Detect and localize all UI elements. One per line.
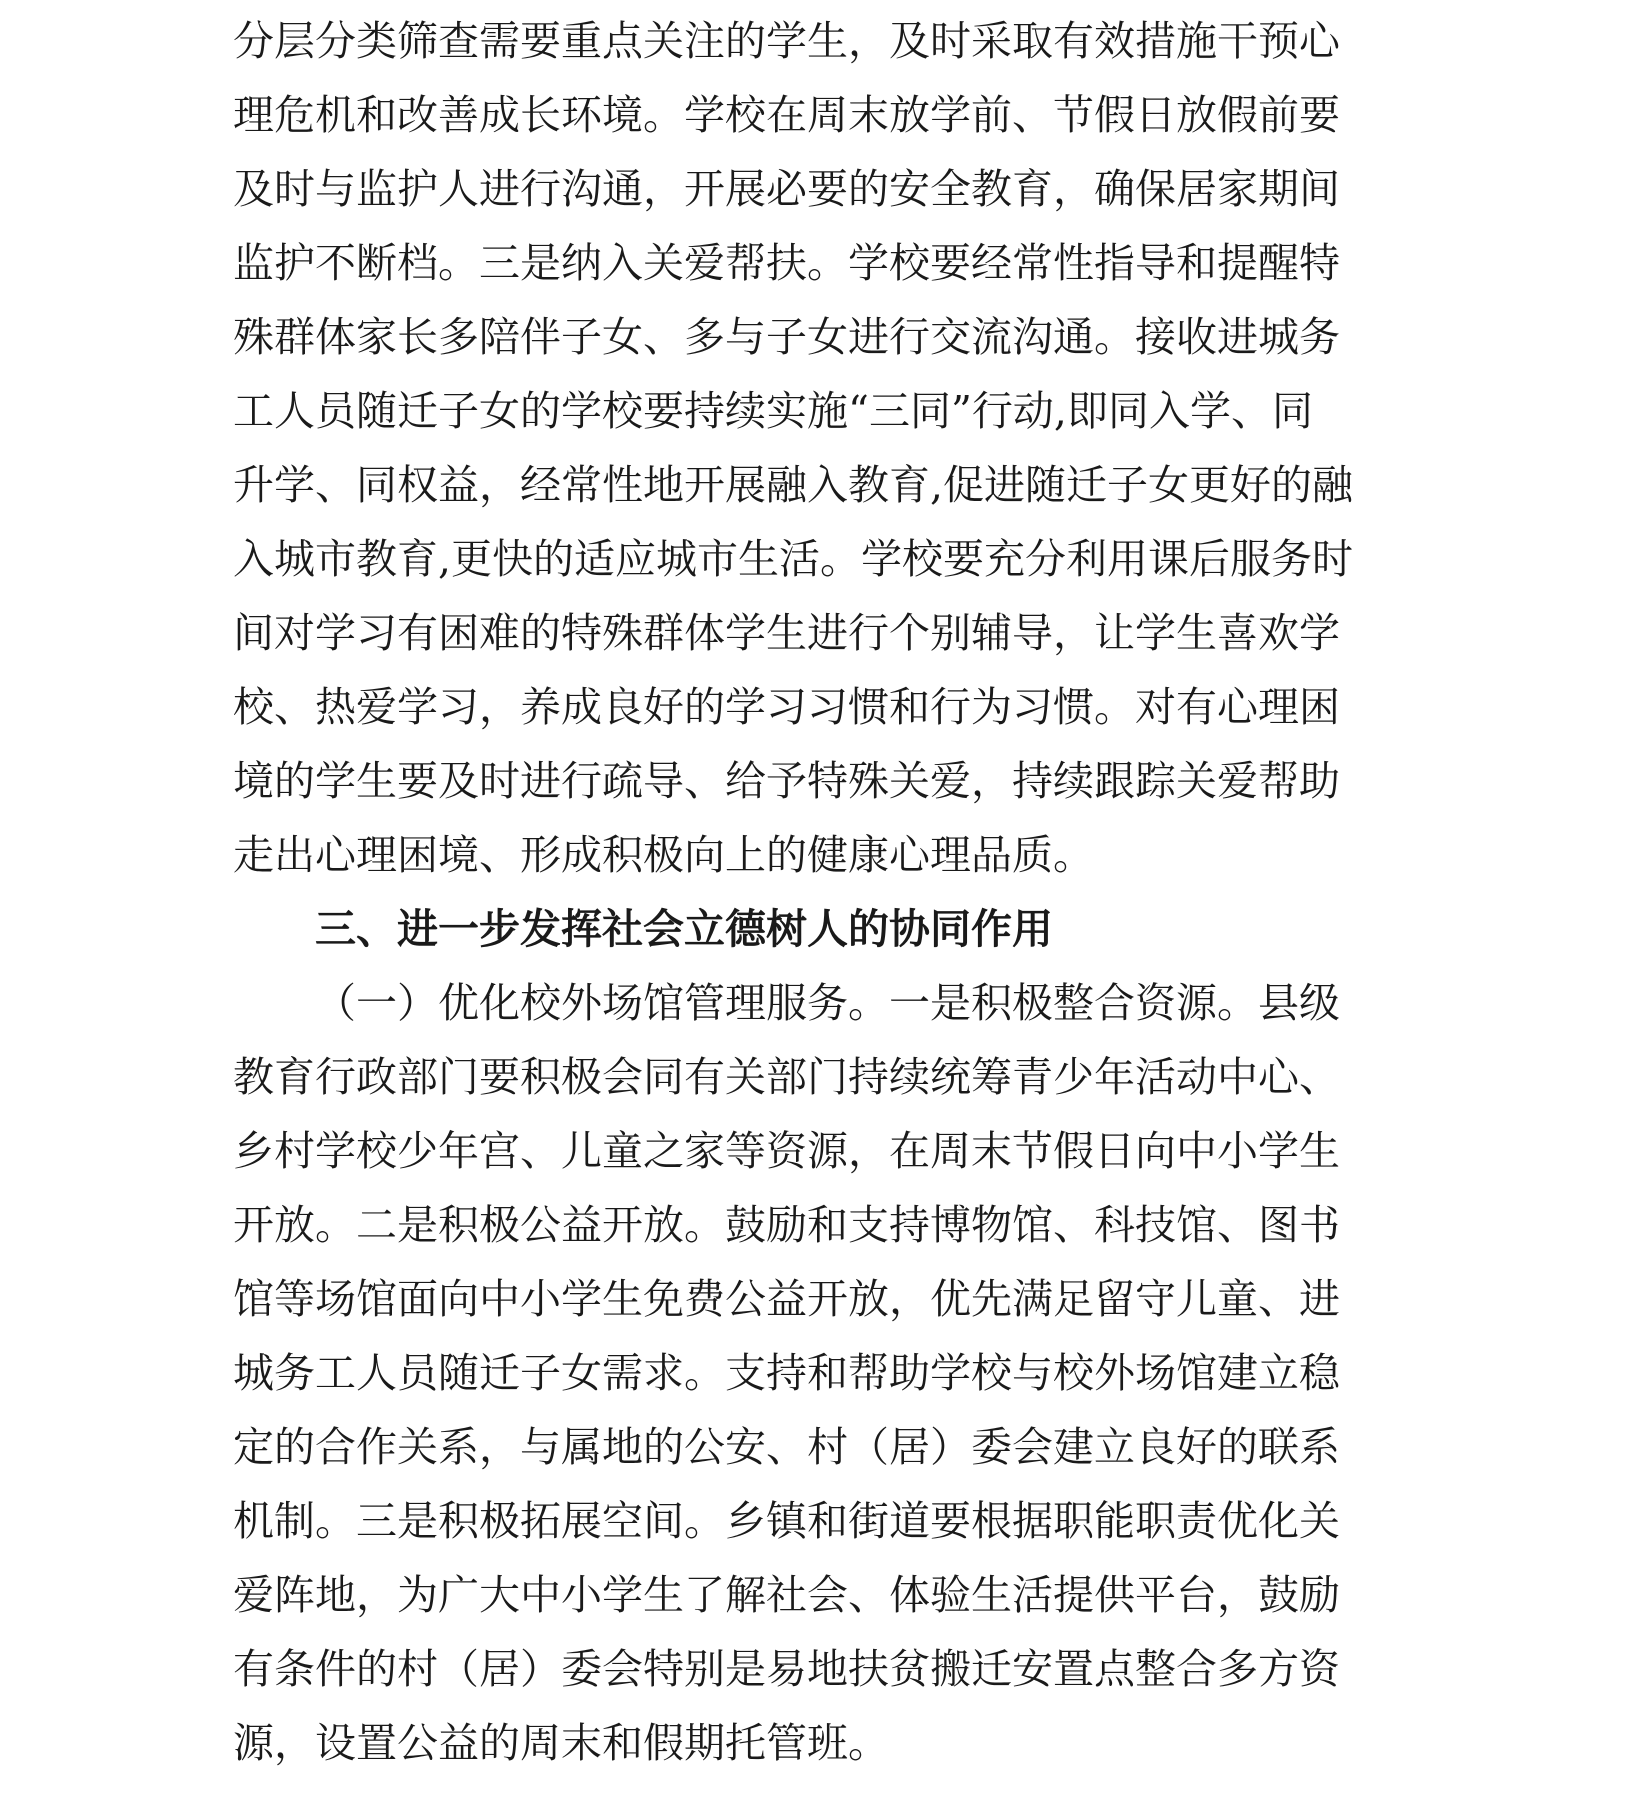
body-line: 机制。三是积极拓展空间。乡镇和街道要根据职能职责优化关 [233,1497,1340,1545]
body-line: 升学、同权益，经常性地开展融入教育,促进随迁子女更好的融 [233,461,1354,509]
body-line: 入城市教育,更快的适应城市生活。学校要充分利用课后服务时 [233,535,1354,583]
body-line: 馆等场馆面向中小学生免费公益开放，优先满足留守儿童、进 [233,1275,1340,1323]
body-line: 城务工人员随迁子女需求。支持和帮助学校与校外场馆建立稳 [233,1349,1340,1397]
section-heading: 三、进一步发挥社会立德树人的协同作用 [315,905,1053,953]
body-line: 走出心理困境、形成积极向上的健康心理品质。 [233,831,1094,879]
body-line: 开放。二是积极公益开放。鼓励和支持博物馆、科技馆、图书 [233,1201,1340,1249]
body-line: 境的学生要及时进行疏导、给予特殊关爱，持续跟踪关爱帮助 [233,757,1340,805]
body-line: 监护不断档。三是纳入关爱帮扶。学校要经常性指导和提醒特 [233,239,1340,287]
body-line: 理危机和改善成长环境。学校在周末放学前、节假日放假前要 [233,91,1340,139]
body-line: 殊群体家长多陪伴子女、多与子女进行交流沟通。接收进城务 [233,313,1340,361]
body-line: 乡村学校少年宫、儿童之家等资源，在周末节假日向中小学生 [233,1127,1340,1175]
body-line: 爱阵地，为广大中小学生了解社会、体验生活提供平台，鼓励 [233,1571,1340,1619]
body-line: 源，设置公益的周末和假期托管班。 [233,1719,889,1767]
body-line: 工人员随迁子女的学校要持续实施“三同”行动,即同入学、同 [233,387,1313,435]
body-line: 有条件的村（居）委会特别是易地扶贫搬迁安置点整合多方资 [233,1645,1340,1693]
body-line: 校、热爱学习，养成良好的学习习惯和行为习惯。对有心理困 [233,683,1340,731]
body-line: 教育行政部门要积极会同有关部门持续统筹青少年活动中心、 [233,1053,1340,1101]
body-line: 定的合作关系，与属地的公安、村（居）委会建立良好的联系 [233,1423,1340,1471]
body-line: 分层分类筛查需要重点关注的学生，及时采取有效措施干预心 [233,17,1340,65]
body-line: （一）优化校外场馆管理服务。一是积极整合资源。县级 [315,979,1340,1027]
body-line: 间对学习有困难的特殊群体学生进行个别辅导，让学生喜欢学 [233,609,1340,657]
body-line: 及时与监护人进行沟通，开展必要的安全教育，确保居家期间 [233,165,1340,213]
